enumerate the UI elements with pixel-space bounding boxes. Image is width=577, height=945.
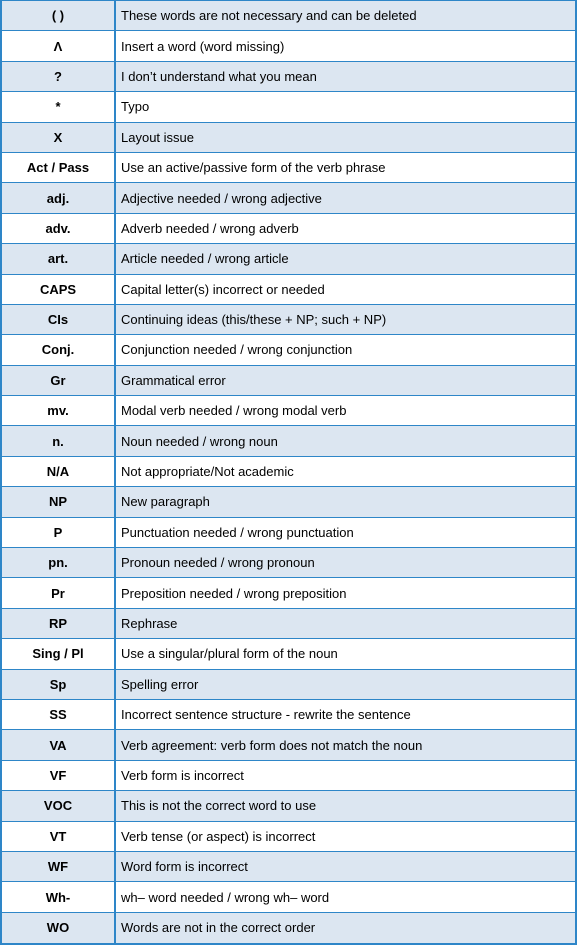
correction-code-cell: VA bbox=[2, 730, 116, 759]
table-row bbox=[2, 882, 575, 912]
correction-description-cell: Adverb needed / wrong adverb bbox=[121, 220, 299, 236]
table-row bbox=[2, 123, 575, 153]
table-row bbox=[2, 31, 575, 61]
table-row bbox=[2, 335, 575, 365]
correction-description-cell: Typo bbox=[121, 99, 150, 115]
table-row bbox=[2, 670, 575, 700]
correction-description-cell: Capital letter(s) incorrect or needed bbox=[121, 281, 325, 297]
correction-code-cell: Wh- bbox=[2, 882, 116, 911]
correction-code-cell: NP bbox=[2, 487, 116, 516]
correction-code-cell: art. bbox=[2, 244, 116, 273]
correction-description-cell: Verb form is incorrect bbox=[121, 767, 244, 783]
correction-description-cell: Layout issue bbox=[121, 129, 194, 145]
correction-code-cell: Λ bbox=[2, 31, 116, 60]
correction-code-cell: WF bbox=[2, 852, 116, 881]
table-row bbox=[2, 214, 575, 244]
correction-code-cell: WO bbox=[2, 913, 116, 943]
correction-code-cell: ? bbox=[2, 62, 116, 91]
correction-description-cell: wh– word needed / wrong wh– word bbox=[121, 889, 330, 905]
table-row bbox=[2, 822, 575, 852]
table-row bbox=[2, 852, 575, 882]
table-row bbox=[2, 92, 575, 122]
table-row bbox=[2, 639, 575, 669]
correction-description-cell: Spelling error bbox=[121, 676, 199, 692]
table-row bbox=[2, 913, 575, 943]
table-row bbox=[2, 487, 575, 517]
correction-code-cell: pn. bbox=[2, 548, 116, 577]
correction-description-cell: Word form is incorrect bbox=[121, 859, 248, 875]
table-row bbox=[2, 609, 575, 639]
correction-code-cell: ( ) bbox=[2, 1, 116, 30]
table-row bbox=[2, 761, 575, 791]
table-row bbox=[2, 700, 575, 730]
correction-code-cell: * bbox=[2, 92, 116, 121]
correction-code-cell: Sp bbox=[2, 670, 116, 699]
correction-description-cell: Incorrect sentence structure - rewrite the sentence bbox=[121, 707, 411, 723]
correction-description-cell: Use a singular/plural form of the noun bbox=[121, 646, 338, 662]
correction-description-cell: Verb agreement: verb form does not match the noun bbox=[121, 737, 423, 753]
table-row bbox=[2, 518, 575, 548]
correction-code-cell: Gr bbox=[2, 366, 116, 395]
correction-code-cell: Sing / Pl bbox=[2, 639, 116, 668]
table-row bbox=[2, 275, 575, 305]
table-row bbox=[2, 396, 575, 426]
correction-description-cell: Grammatical error bbox=[121, 372, 226, 388]
correction-code-cell: RP bbox=[2, 609, 116, 638]
correction-description-cell: Words are not in the correct order bbox=[121, 920, 316, 936]
correction-code-cell: VF bbox=[2, 761, 116, 790]
correction-code-cell: VT bbox=[2, 822, 116, 851]
table-row bbox=[2, 153, 575, 183]
correction-code-cell: Pr bbox=[2, 578, 116, 607]
correction-description-cell: This is not the correct word to use bbox=[121, 798, 317, 814]
correction-description-cell: Continuing ideas (this/these + NP; such + NP) bbox=[121, 312, 387, 328]
table-row bbox=[2, 366, 575, 396]
correction-code-cell: VOC bbox=[2, 791, 116, 820]
table-row bbox=[2, 426, 575, 456]
table-row bbox=[2, 305, 575, 335]
correction-description-cell: Adjective needed / wrong adjective bbox=[121, 190, 322, 206]
correction-code-cell: X bbox=[2, 123, 116, 152]
correction-description-cell: Preposition needed / wrong preposition bbox=[121, 585, 347, 601]
table-row bbox=[2, 1, 575, 31]
correction-code-cell: CIs bbox=[2, 305, 116, 334]
table-row bbox=[2, 548, 575, 578]
table-row bbox=[2, 457, 575, 487]
correction-code-cell: n. bbox=[2, 426, 116, 455]
correction-code-cell: N/A bbox=[2, 457, 116, 486]
correction-description-cell: Article needed / wrong article bbox=[121, 251, 289, 267]
table-row bbox=[2, 62, 575, 92]
correction-code-cell: mv. bbox=[2, 396, 116, 425]
correction-code-cell: Act / Pass bbox=[2, 153, 116, 182]
correction-description-cell: These words are not necessary and can be deleted bbox=[121, 8, 417, 24]
table-row bbox=[2, 578, 575, 608]
correction-description-cell: Not appropriate/Not academic bbox=[121, 464, 294, 480]
correction-description-cell: Rephrase bbox=[121, 616, 178, 631]
correction-code-cell: adv. bbox=[2, 214, 116, 243]
correction-code-cell: SS bbox=[2, 700, 116, 729]
correction-description-cell: New paragraph bbox=[121, 494, 210, 510]
correction-code-cell: P bbox=[2, 518, 116, 547]
table-row bbox=[2, 730, 575, 760]
correction-description-cell: I don’t understand what you mean bbox=[121, 68, 317, 84]
correction-code-cell: CAPS bbox=[2, 275, 116, 304]
correction-description-cell: Insert a word (word missing) bbox=[121, 38, 285, 54]
table-row bbox=[2, 791, 575, 821]
correction-description-cell: Modal verb needed / wrong modal verb bbox=[121, 403, 347, 419]
table-row bbox=[2, 244, 575, 274]
correction-description-cell: Use an active/passive form of the verb phrase bbox=[121, 160, 386, 176]
correction-description-cell: Noun needed / wrong noun bbox=[121, 433, 278, 449]
correction-description-cell: Conjunction needed / wrong conjunction bbox=[121, 342, 353, 358]
table-row bbox=[2, 183, 575, 213]
correction-code-cell: Conj. bbox=[2, 335, 116, 364]
correction-description-cell: Punctuation needed / wrong punctuation bbox=[121, 524, 354, 540]
correction-description-cell: Pronoun needed / wrong pronoun bbox=[121, 555, 315, 571]
correction-description-cell: Verb tense (or aspect) is incorrect bbox=[121, 828, 316, 844]
correction-code-cell: adj. bbox=[2, 183, 116, 212]
